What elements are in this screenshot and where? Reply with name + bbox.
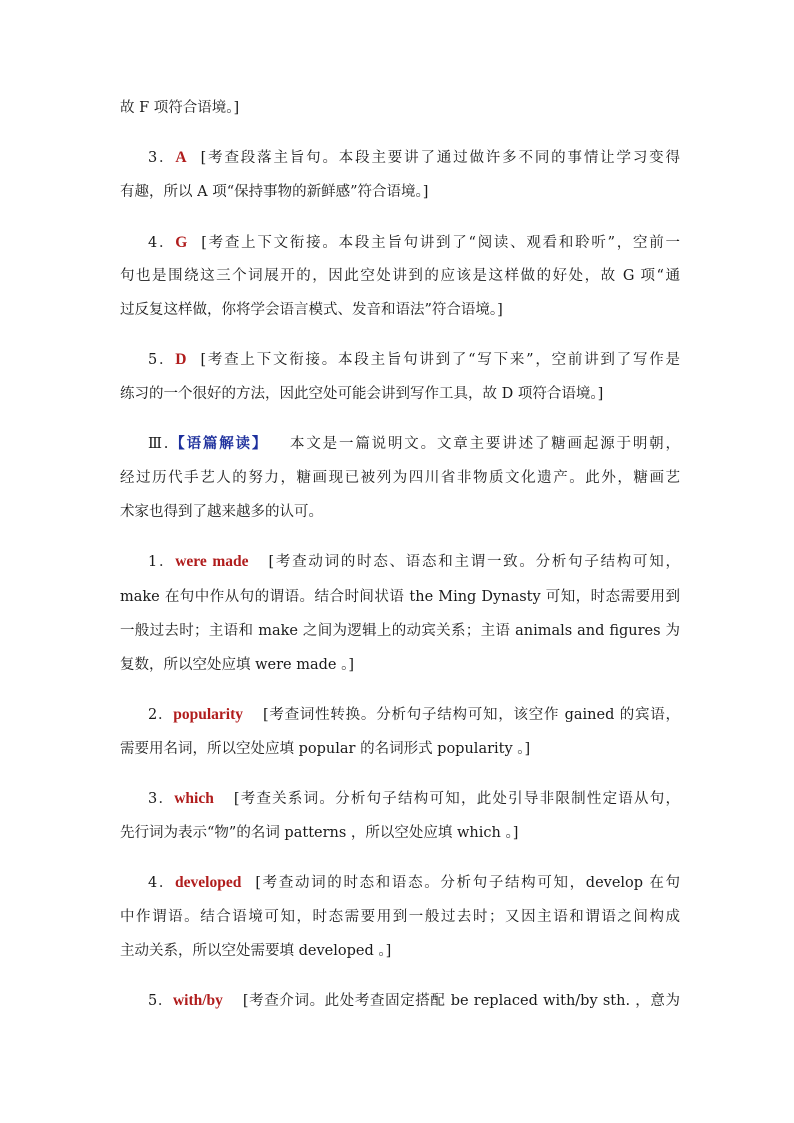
text-line: make 在句中作从句的谓语。结合时间状语 the Ming Dynasty 可知，时态需要用到: [120, 589, 680, 605]
text-line: 故 F 项符合语境。]: [120, 100, 240, 116]
explanation-text: [考查词性转换。分析句子结构可知，该空作 gained 的宾语，: [263, 707, 680, 723]
answer-item-q5: [148, 991, 680, 1011]
answer-label: which: [174, 790, 214, 807]
text-line: 经过历代手艺人的努力，糖画现已被列为四川省非物质文化遗产。此外，糖画艺: [120, 470, 680, 486]
explanation-text: [考查动词的时态、语态和主谓一致。分析句子结构可知，: [268, 554, 681, 570]
text-line: 中作谓语。结合语境可知，时态需要用到一般过去时；又因主语和谓语之间构成: [120, 909, 680, 925]
item-number: 2．: [148, 707, 174, 723]
item-number: 3．: [148, 791, 175, 807]
summary-text: 本文是一篇说明文。文章主要讲述了糖画起源于明朝，: [288, 436, 681, 452]
text-line: 有趣，所以 A 项“保持事物的新鲜感”符合语境。]: [120, 184, 429, 200]
section-3-heading: [148, 434, 680, 454]
answer-label: with/by: [172, 992, 223, 1009]
answer-item-q3: [148, 789, 680, 809]
answer-label: A: [175, 149, 187, 166]
text-line: 先行词为表示“物”的名词 patterns ，所以空处应填 which 。]: [120, 825, 519, 841]
item-number: 1．: [148, 554, 176, 570]
answer-item-3: [148, 148, 680, 168]
text-line: 复数，所以空处应填 were made 。]: [120, 657, 354, 673]
answer-label: popularity: [173, 706, 243, 723]
explanation-text: [考查段落主旨句。本段主要讲了通过做许多不同的事情让学习变得: [200, 150, 680, 166]
item-number: 4．: [148, 235, 176, 251]
answer-label: G: [175, 234, 188, 251]
text-line: 过反复这样做，你将学会语言模式、发音和语法”符合语境。]: [120, 302, 503, 318]
answer-label: D: [175, 351, 187, 368]
text-line: 术家也得到了越来越多的认可。: [120, 504, 323, 520]
explanation-text: [考查动词的时态和语态。分析句子结构可知，develop 在句: [255, 875, 680, 891]
text-line: 句也是围绕这三个词展开的，因此空处讲到的应该是这样做的好处，故 G 项“通: [120, 268, 680, 284]
item-number: 4．: [148, 875, 176, 891]
text-line: 需要用名词，所以空处应填 popular 的名词形式 popularity 。]: [120, 741, 531, 757]
answer-label: developed: [175, 874, 242, 891]
section-number: Ⅲ.: [148, 436, 169, 452]
item-number: 5．: [148, 993, 173, 1009]
text-line: 主动关系，所以空处需要填 developed 。]: [120, 943, 392, 959]
answer-label: were made: [175, 553, 249, 570]
text-line: 练习的一个很好的方法，因此空处可能会讲到写作工具，故 D 项符合语境。]: [120, 386, 604, 402]
answer-item-q4: [148, 873, 680, 893]
item-number: 3．: [148, 150, 176, 166]
explanation-text: [考查介词。此处考查固定搭配 be replaced with/by sth. ，意为: [242, 993, 680, 1009]
answer-item-q2: [148, 705, 680, 725]
text-line: 一般过去时；主语和 make 之间为逻辑上的动宾关系；主语 animals and figures 为: [120, 623, 680, 639]
explanation-text: [考查上下文衔接。本段主旨句讲到了“阅读、观看和聆听”，空前一: [201, 235, 680, 251]
explanation-text: [考查上下文衔接。本段主旨句讲到了“写下来”，空前讲到了写作是: [200, 352, 680, 368]
item-number: 5．: [148, 352, 176, 368]
answer-item-5: [148, 350, 680, 370]
answer-item-q1: [148, 552, 680, 572]
answer-item-4: [148, 233, 680, 253]
section-tag: 【语篇解读】: [168, 435, 269, 452]
explanation-text: [考查关系词。分析句子结构可知，此处引导非限制性定语从句，: [233, 791, 681, 807]
